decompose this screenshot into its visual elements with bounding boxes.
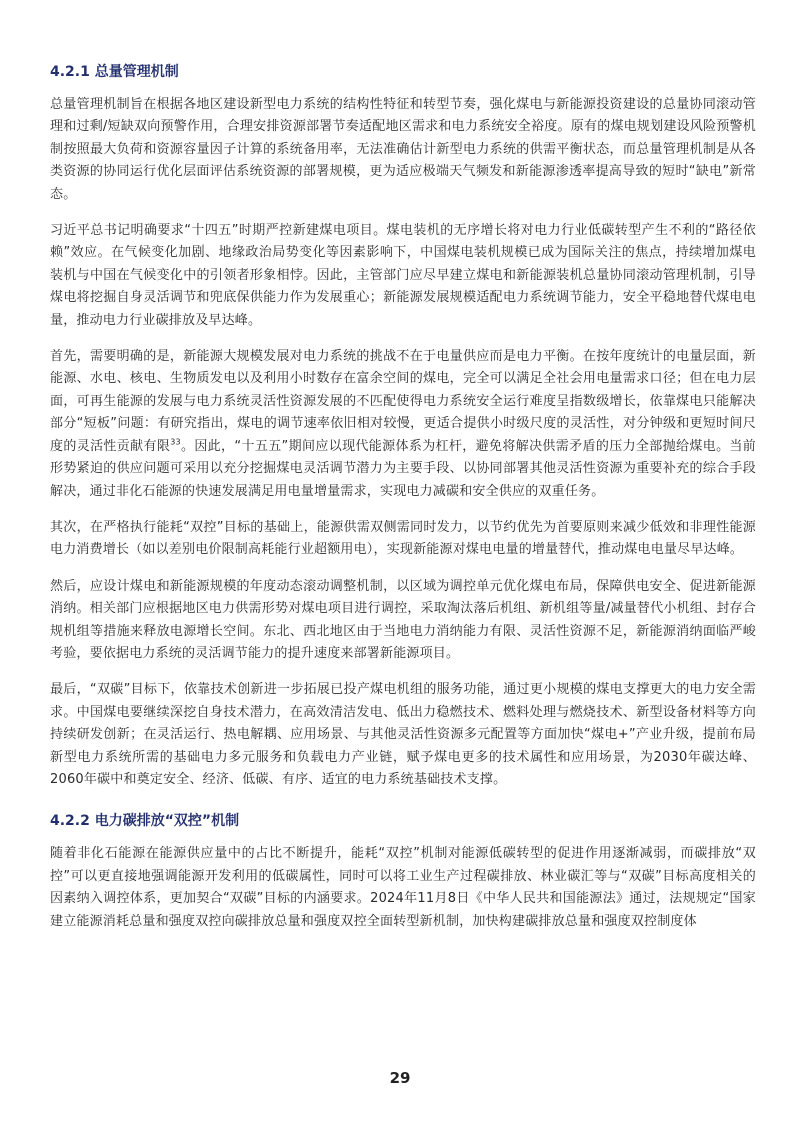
paragraph-text: 。因此，“十五五”期间应以现代能源体系为杠杆，避免将解决供需矛盾的压力全部抛给煤电。当前形势紧迫的供应问题可采用以充分挖掘煤电灵活调节潜力为主要手段、以协同部署其他灵活性资源为重要补充的综合手段解决，通过非化石能源的快速发展满足用电量增量需求，实现电力减碳和安全供应的双重任务。 bbox=[50, 438, 756, 499]
section-heading-4-2-1: 4.2.1 总量管理机制 bbox=[50, 64, 179, 80]
paragraph: 其次，在严格执行能耗“双控”目标的基础上，能源供需双侧需同时发力，以节约优先为首要原则来减少低效和非理性能源电力消费增长（如以差别电价限制高耗能行业超额用电），实现新能源对煤电电量的增量替代，推动煤电电量尽早达峰。 bbox=[50, 519, 756, 558]
paragraph: 习近平总书记明确要求“十四五”时期严控新建煤电项目。煤电装机的无序增长将对电力行业低碳转型产生不利的“路径依赖”效应。在气候变化加剧、地缘政治局势变化等因素影响下，中国煤电装机规模已成为国际关注的焦点，持续增加煤电装机与中国在气候变化中的引领者形象相悖。因此，主管部门应尽早建立煤电和新能源装机总量协同滚动管理机制，引导煤电将挖掘自身灵活调节和兜底保供能力作为发展重心；新能源发展规模适配电力系统调节能力，安全平稳地替代煤电电量，推动电力行业碳排放及早达峰。 bbox=[50, 223, 756, 328]
paragraph: 随着非化石能源在能源供应量中的占比不断提升，能耗“双控”机制对能源低碳转型的促进作用逐渐减弱，而碳排放“双控”可以更直接地强调能源开发利用的低碳属性，同时可以将工业生产过程碳排放、林业碳汇等与“双碳”目标高度相关的因素纳入调控体系，更加契合“双碳”目标的内涵要求。2024年11月8日《中华人民共和国能源法》通过，法规规定“国家建立能源消耗总量和强度双控向碳排放总量和强度双控全面转型新机制，加快构建碳排放总量和强度双控制度体 bbox=[50, 846, 756, 929]
paragraph: 然后，应设计煤电和新能源规模的年度动态滚动调整机制，以区域为调控单元优化煤电布局，保障供电安全、促进新能源消纳。相关部门应根据地区电力供需形势对煤电项目进行调控，采取淘汰落后机组、新机组等量/减量替代小机组、封存合规机组等措施来释放电源增长空间。东北、西北地区由于当地电力消纳能力有限、灵活性资源不足，新能源消纳面临严峻考验，要依据电力系统的灵活调节能力的提升速度来部署新能源项目。 bbox=[50, 578, 756, 661]
paragraph-text: 首先，需要明确的是，新能源大规模发展对电力系统的挑战不在于电量供应而是电力平衡。在按年度统计的电量层面，新能源、水电、核电、生物质发电以及利用小时数存在富余空间的煤电，完全可以满足全社会用电量需求口径；但在电力层面，可再生能源的发展与电力系统灵活性资源发展的不匹配使得电力系统安全运行难度呈指数级增长，依靠煤电只能解决部分“短板”问题：有研究指出，煤电的调节速率依旧相对较慢，更适合提供小时级尺度的灵活性，对分钟级和更短时间尺度的灵活性贡献有限 bbox=[50, 349, 756, 454]
page-number: 29 bbox=[389, 1069, 411, 1087]
paragraph-with-footnote bbox=[50, 346, 756, 503]
page-body bbox=[50, 62, 756, 947]
paragraph: 最后，“双碳”目标下，依靠技术创新进一步拓展已投产煤电机组的服务功能，通过更小规模的煤电支撑更大的电力安全需求。中国煤电要继续深挖自身技术潜力，在高效清洁发电、低出力稳燃技术、燃料处理与燃烧技术、新型设备材料等方向持续研发创新；在灵活运行、热电解耦、应用场景、与其他灵活性资源多元配置等方面加快“煤电+”产业升级，提前布局新型电力系统所需的基础电力多元服务和负载电力产业链，赋予煤电更多的技术属性和应用场景，为2030年碳达峰、2060年碳中和奠定安全、经济、低碳、有序、适宜的电力系统基础技术支撑。 bbox=[50, 682, 756, 787]
footnote-marker[interactable]: 33 bbox=[170, 437, 181, 447]
paragraph: 总量管理机制旨在根据各地区建设新型电力系统的结构性特征和转型节奏，强化煤电与新能源投资建设的总量协同滚动管理和过剩/短缺双向预警作用，合理安排资源部署节奏适配地区需求和电力系统安全裕度。原有的煤电规划建设风险预警机制按照最大负荷和资源容量因子计算的系统备用率，无法准确估计新型电力系统的供需平衡状态，而总量管理机制是从各类资源的协同运行优化层面评估系统资源的部署规模，更为适应极端天气频发和新能源渗透率提高导致的短时“缺电”新常态。 bbox=[50, 97, 756, 202]
section-heading-4-2-2: 4.2.2 电力碳排放“双控”机制 bbox=[50, 813, 240, 830]
